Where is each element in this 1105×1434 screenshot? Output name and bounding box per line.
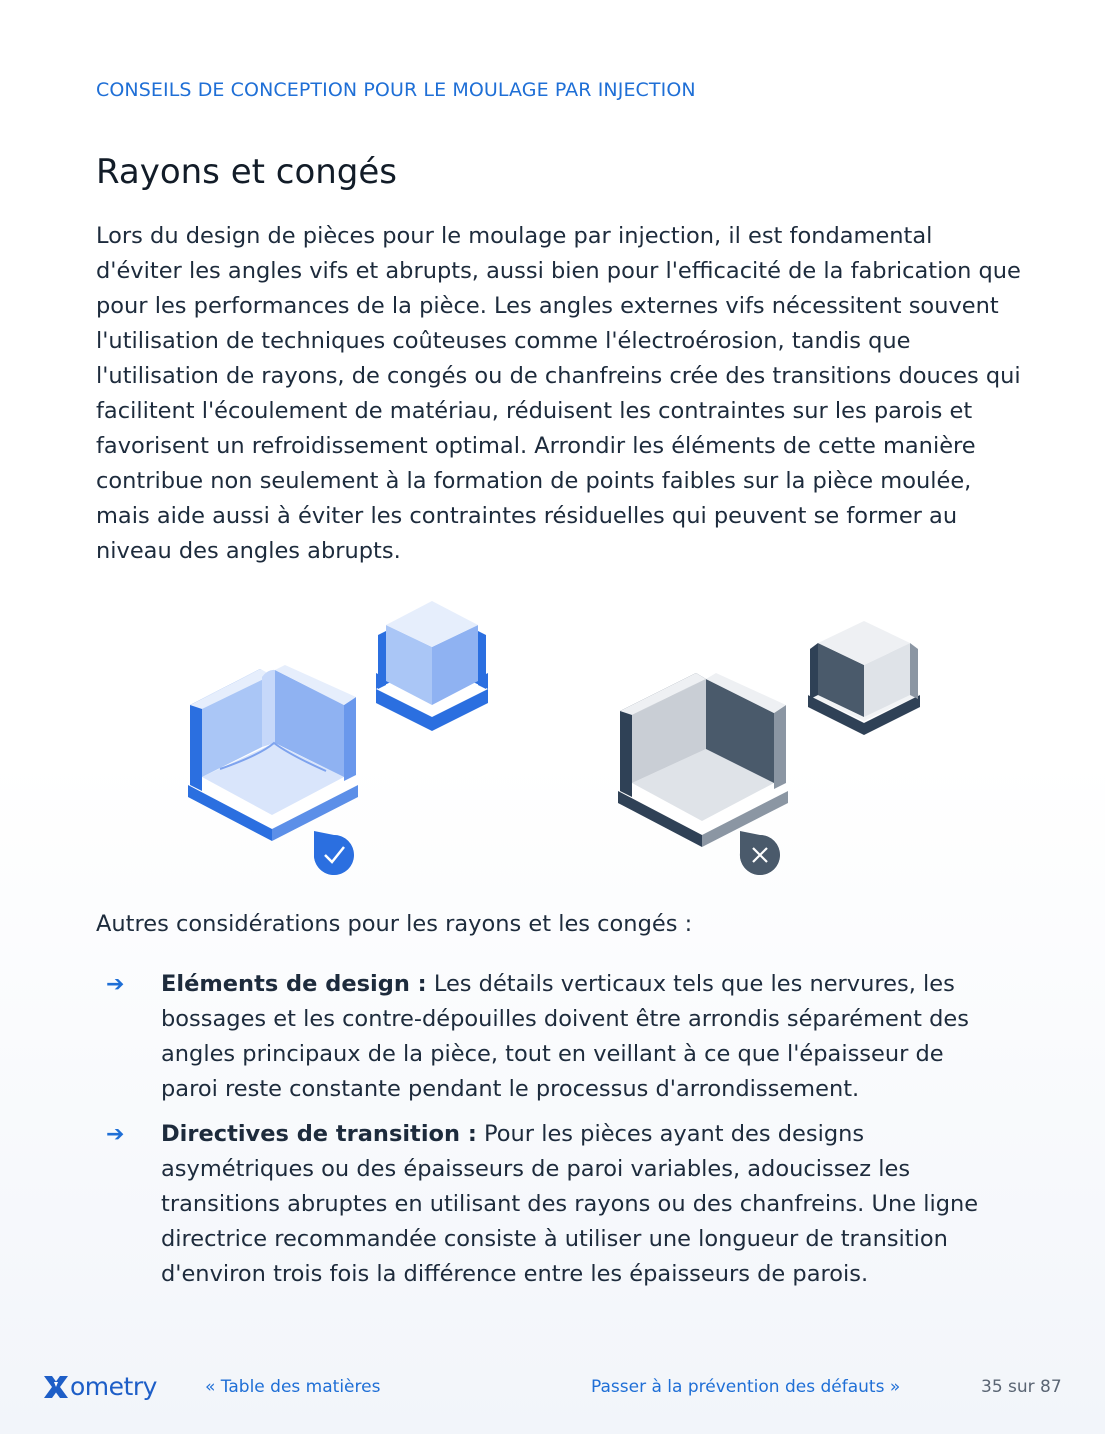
- corner-comparison-illustration: [150, 585, 950, 885]
- next-section-link[interactable]: Passer à la prévention des défauts »: [591, 1377, 901, 1397]
- table-of-contents-link[interactable]: « Table des matières: [205, 1377, 381, 1397]
- sharp-corner-part: [618, 621, 920, 875]
- page-footer: [0, 1368, 1105, 1408]
- intro-paragraph: Lors du design de pièces pour le moulage par injection, il est fondamental d'éviter les angles vifs et abrupts, aussi bien pour l'efficacité de la fabrication que pour les performances de la pièce. Les angles externes vifs nécessitent souvent l'utilisation de techniques coûteuses comme l'électroérosion, tandis que l'utilisation de rayons, de congés ou de chanfreins crée des transitions douces qui facilitent l'écoulement de matériau, réduisent les contraintes sur les parois et favorisent un refroidissement optimal. Arrondir les éléments de cette manière contribue non seulement à la formation de points faibles sur la pièce moulée, mais aide aussi à éviter les contraintes résiduelles qui peuvent se former au niveau des angles abrupts.: [96, 223, 1021, 564]
- check-badge: [314, 831, 354, 875]
- arrow-right-icon: ➔: [106, 972, 125, 997]
- considerations-list: [96, 967, 996, 1302]
- bullet-term: Directives de transition :: [161, 1121, 477, 1147]
- section-kicker: CONSEILS DE CONCEPTION POUR LE MOULAGE PAR INJECTION: [96, 79, 696, 101]
- page-title: Rayons et congés: [96, 152, 398, 192]
- list-intro: Autres considérations pour les rayons et les congés :: [96, 911, 693, 937]
- list-item: [96, 967, 996, 1107]
- page-number: 35 sur 87: [981, 1377, 1062, 1397]
- bullet-term: Eléments de design :: [161, 971, 427, 997]
- arrow-right-icon: ➔: [106, 1122, 125, 1147]
- bullet-text: Pour les pièces ayant des designs asymétriques ou des épaisseurs de paroi variables, adoucissez les transitions abruptes en utilisant des rayons ou des chanfreins. Une ligne directrice recommandée consiste à utiliser une longueur de transition d'environ trois fois la différence entre les épaisseurs de parois.: [161, 1121, 979, 1287]
- bullet-text: Les détails verticaux tels que les nervures, les bossages et les contre-dépouilles doivent être arrondis séparément des angles principaux de la pièce, tout en veillant à ce que l'épaisseur de paroi reste constante pendant le processus d'arrondissement.: [161, 971, 969, 1102]
- logo-x-icon: [42, 1372, 70, 1402]
- logo-wordmark: ometry: [70, 1372, 157, 1401]
- list-item: [96, 1117, 996, 1292]
- rounded-corner-part: [188, 601, 488, 875]
- x-badge: [740, 831, 780, 875]
